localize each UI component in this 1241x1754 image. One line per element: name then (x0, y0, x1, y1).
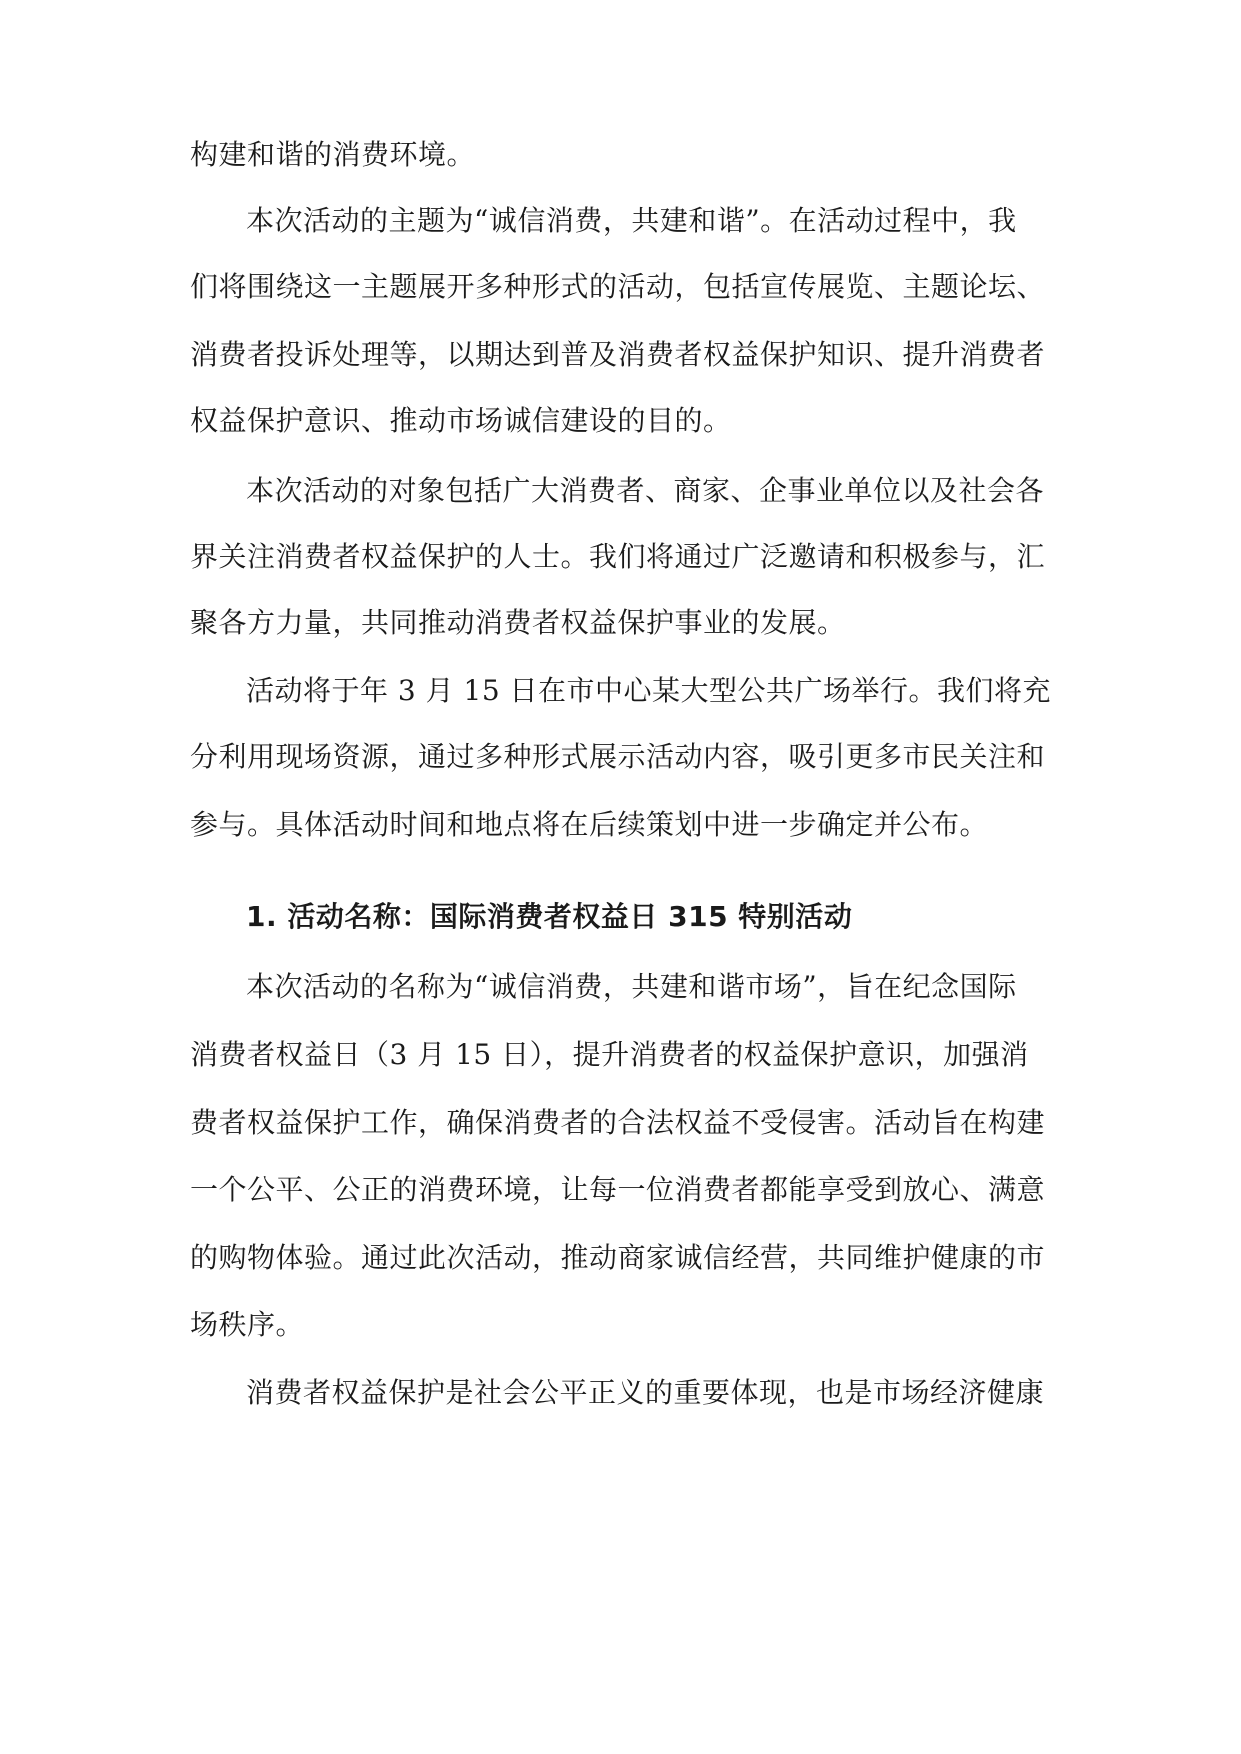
text-line: 权益保护意识、推动市场诚信建设的目的。 (190, 404, 732, 437)
text-line: 参与。具体活动时间和地点将在后续策划中进一步确定并公布。 (190, 808, 989, 841)
paragraph-first-line: 消费者权益保护是社会公平正义的重要体现，也是市场经济健康 (246, 1376, 1045, 1409)
paragraph-first-line: 本次活动的名称为“诚信消费，共建和谐市场”，旨在纪念国际 (246, 970, 1017, 1003)
paragraph-first-line: 本次活动的主题为“诚信消费，共建和谐”。在活动过程中，我 (246, 204, 1017, 237)
text-line: 消费者权益日（3 月 15 日），提升消费者的权益保护意识，加强消 (190, 1038, 1029, 1071)
text-line: 聚各方力量，共同推动消费者权益保护事业的发展。 (190, 606, 846, 639)
text-line: 一个公平、公正的消费环境，让每一位消费者都能享受到放心、满意 (190, 1173, 1046, 1206)
text-line: 们将围绕这一主题展开多种形式的活动，包括宣传展览、主题论坛、 (190, 270, 1046, 303)
text-line: 的购物体验。通过此次活动，推动商家诚信经营，共同维护健康的市 (190, 1241, 1046, 1274)
paragraph-first-line: 本次活动的对象包括广大消费者、商家、企事业单位以及社会各 (246, 474, 1045, 507)
text-line: 消费者投诉处理等，以期达到普及消费者权益保护知识、提升消费者 (190, 338, 1046, 371)
text-line: 构建和谐的消费环境。 (190, 138, 476, 171)
text-line: 分利用现场资源，通过多种形式展示活动内容，吸引更多市民关注和 (190, 740, 1046, 773)
text-line: 界关注消费者权益保护的人士。我们将通过广泛邀请和积极参与，汇 (190, 540, 1046, 573)
paragraph-first-line: 活动将于年 3 月 15 日在市中心某大型公共广场举行。我们将充 (246, 674, 1052, 707)
text-line: 费者权益保护工作，确保消费者的合法权益不受侵害。活动旨在构建 (190, 1106, 1046, 1139)
section-heading: 1. 活动名称：国际消费者权益日 315 特别活动 (246, 900, 853, 933)
text-line: 场秩序。 (190, 1308, 305, 1341)
